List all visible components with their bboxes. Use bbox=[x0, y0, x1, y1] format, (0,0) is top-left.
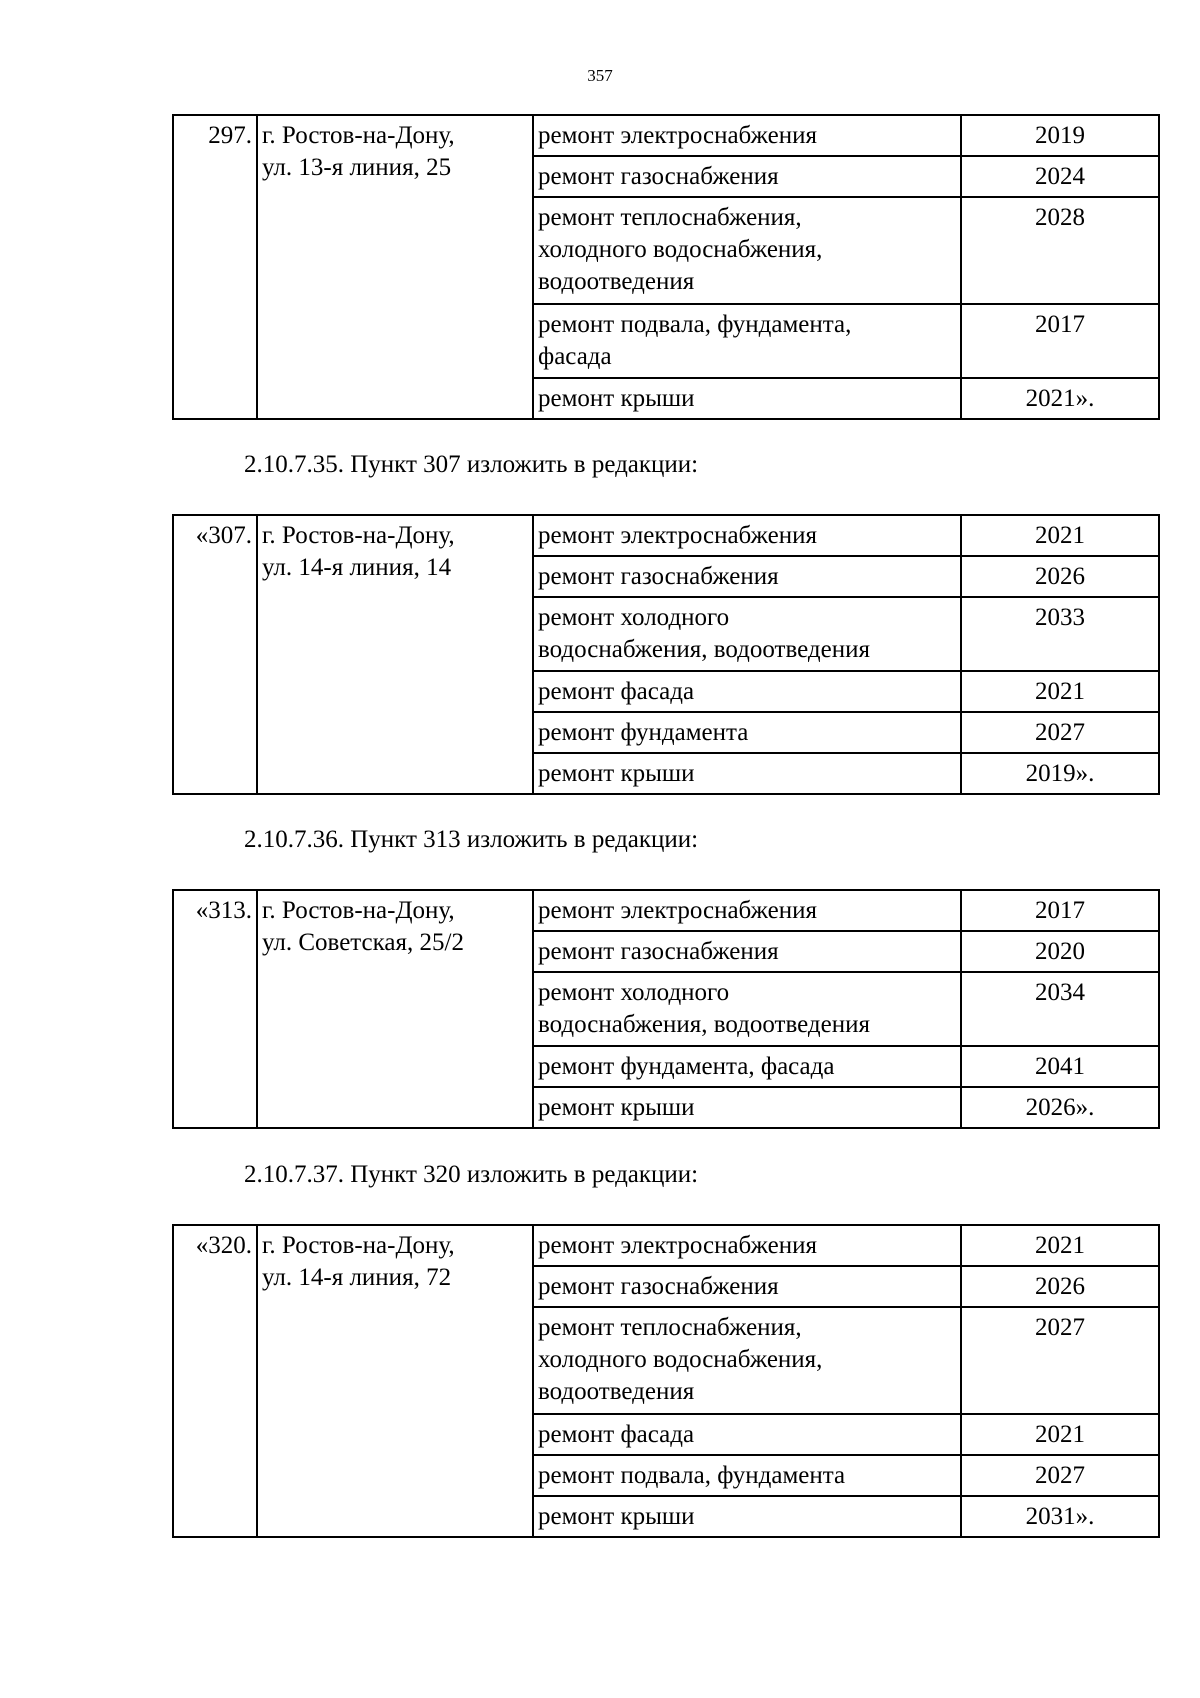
work-type: ремонт газоснабжения bbox=[533, 556, 961, 597]
address-street: ул. 14-я линия, 14 bbox=[262, 554, 452, 581]
work-year: 2021». bbox=[961, 378, 1159, 419]
table-row bbox=[173, 890, 1159, 931]
work-type: ремонт электроснабжения bbox=[533, 890, 961, 931]
address-city: г. Ростов-на-Дону, bbox=[262, 522, 455, 549]
work-year: 2027 bbox=[961, 1455, 1159, 1496]
work-type: ремонт фасада bbox=[533, 671, 961, 712]
work-year: 2041 bbox=[961, 1046, 1159, 1087]
work-type: ремонт теплоснабжения, холодного водоснабжения, водоотведения bbox=[533, 197, 961, 304]
repair-table bbox=[172, 514, 1160, 795]
work-year: 2021 bbox=[961, 1225, 1159, 1266]
work-year: 2019 bbox=[961, 115, 1159, 156]
table-row bbox=[173, 1225, 1159, 1266]
repair-table bbox=[172, 889, 1160, 1129]
items-table bbox=[172, 889, 1160, 1129]
address-city: г. Ростов-на-Дону, bbox=[262, 1232, 455, 1259]
work-type: ремонт фасада bbox=[533, 1414, 961, 1455]
work-year: 2021 bbox=[961, 1414, 1159, 1455]
work-type: ремонт теплоснабжения, холодного водоснабжения, водоотведения bbox=[533, 1307, 961, 1414]
address-street: ул. 13-я линия, 25 bbox=[262, 154, 452, 181]
work-type: ремонт газоснабжения bbox=[533, 1266, 961, 1307]
items-table bbox=[172, 514, 1160, 795]
section-heading: 2.10.7.36. Пункт 313 изложить в редакции: bbox=[244, 826, 699, 853]
work-type: ремонт газоснабжения bbox=[533, 156, 961, 197]
work-year: 2033 bbox=[961, 597, 1159, 671]
work-year: 2031». bbox=[961, 1496, 1159, 1537]
items-table bbox=[172, 114, 1160, 420]
work-type: ремонт крыши bbox=[533, 1087, 961, 1128]
work-type: ремонт крыши bbox=[533, 753, 961, 794]
work-year: 2027 bbox=[961, 712, 1159, 753]
work-type: ремонт подвала, фундамента bbox=[533, 1455, 961, 1496]
work-year: 2021 bbox=[961, 671, 1159, 712]
section-heading: 2.10.7.37. Пункт 320 изложить в редакции: bbox=[244, 1161, 699, 1188]
work-year: 2021 bbox=[961, 515, 1159, 556]
work-year: 2027 bbox=[961, 1307, 1159, 1414]
work-type: ремонт холодного водоснабжения, водоотведения bbox=[533, 597, 961, 671]
address-cell bbox=[257, 115, 533, 419]
work-type: ремонт электроснабжения bbox=[533, 115, 961, 156]
work-year: 2026». bbox=[961, 1087, 1159, 1128]
repair-table bbox=[172, 1224, 1160, 1538]
work-year: 2034 bbox=[961, 972, 1159, 1046]
address-city: г. Ростов-на-Дону, bbox=[262, 122, 455, 149]
work-type: ремонт холодного водоснабжения, водоотведения bbox=[533, 972, 961, 1046]
table-row bbox=[173, 115, 1159, 156]
work-year: 2028 bbox=[961, 197, 1159, 304]
work-type: ремонт подвала, фундамента, фасада bbox=[533, 304, 961, 378]
section-heading: 2.10.7.35. Пункт 307 изложить в редакции: bbox=[244, 451, 699, 478]
work-type: ремонт крыши bbox=[533, 1496, 961, 1537]
item-number: «307. bbox=[173, 515, 257, 794]
work-type: ремонт электроснабжения bbox=[533, 1225, 961, 1266]
work-year: 2017 bbox=[961, 304, 1159, 378]
work-year: 2017 bbox=[961, 890, 1159, 931]
work-type: ремонт крыши bbox=[533, 378, 961, 419]
address-cell bbox=[257, 515, 533, 794]
items-table bbox=[172, 1224, 1160, 1538]
work-year: 2024 bbox=[961, 156, 1159, 197]
address-cell bbox=[257, 890, 533, 1128]
repair-table bbox=[172, 114, 1160, 420]
item-number: 297. bbox=[173, 115, 257, 419]
address-cell bbox=[257, 1225, 533, 1537]
page-number: 357 bbox=[587, 66, 613, 85]
address-street: ул. 14-я линия, 72 bbox=[262, 1264, 452, 1291]
work-year: 2026 bbox=[961, 556, 1159, 597]
address-city: г. Ростов-на-Дону, bbox=[262, 897, 455, 924]
item-number: «320. bbox=[173, 1225, 257, 1537]
address-street: ул. Советская, 25/2 bbox=[262, 929, 464, 956]
work-year: 2019». bbox=[961, 753, 1159, 794]
work-type: ремонт фундамента, фасада bbox=[533, 1046, 961, 1087]
work-type: ремонт электроснабжения bbox=[533, 515, 961, 556]
item-number: «313. bbox=[173, 890, 257, 1128]
work-type: ремонт газоснабжения bbox=[533, 931, 961, 972]
table-row bbox=[173, 515, 1159, 556]
work-year: 2026 bbox=[961, 1266, 1159, 1307]
work-type: ремонт фундамента bbox=[533, 712, 961, 753]
work-year: 2020 bbox=[961, 931, 1159, 972]
